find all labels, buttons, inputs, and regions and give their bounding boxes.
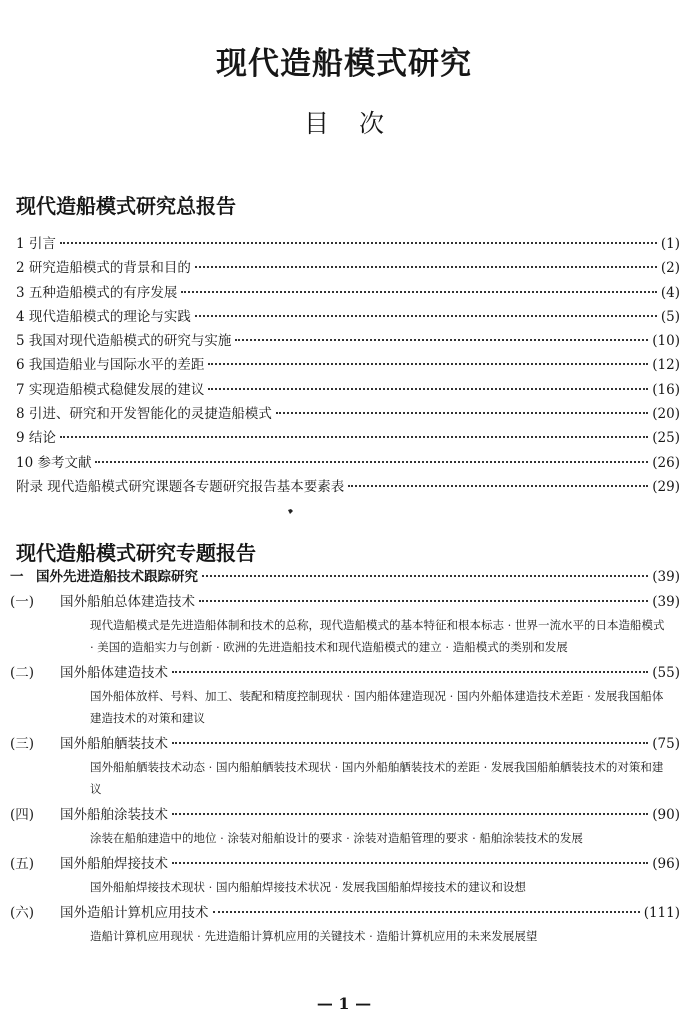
toc-entry-page: (20)	[652, 406, 680, 423]
dot-leader	[348, 485, 648, 487]
toc-entry[interactable]	[16, 305, 680, 329]
report-item-description: 造船计算机应用现状 · 先进造船计算机应用的关键技术 · 造船计算机应用的未来发展展望	[90, 929, 538, 943]
report-item-number: (六)	[10, 905, 35, 921]
toc-entry-label: 8 引进、研究和开发智能化的灵捷造船模式	[16, 406, 272, 423]
toc-entry[interactable]	[16, 378, 680, 402]
dot-leader	[181, 291, 656, 293]
report-item-page: (55)	[652, 665, 680, 681]
toc-entry-page: (2)	[660, 260, 680, 277]
dot-leader	[172, 862, 648, 864]
contents-subtitle: 目次	[303, 109, 414, 138]
report-item-page: (96)	[652, 856, 680, 872]
special-reports-toc	[10, 565, 680, 947]
scan-mark	[287, 508, 295, 516]
part-number: 一	[10, 569, 24, 585]
report-item-description: 涂装在船舶建造中的地位 · 涂装对船舶设计的要求 · 涂装对造船管理的要求 · 船舶涂装技术的发展	[90, 831, 583, 845]
toc-entry-label: 10 参考文献	[16, 454, 92, 471]
report-item-page: (75)	[652, 736, 680, 752]
report-item-page: (111)	[643, 905, 680, 921]
report-item-title: 国外船舶总体建造技术	[60, 594, 195, 610]
general-report-toc	[16, 232, 680, 499]
toc-entry[interactable]	[16, 426, 680, 450]
toc-entry-label: 9 结论	[16, 430, 56, 447]
dot-leader	[172, 742, 648, 744]
part-page: (39)	[652, 569, 680, 585]
toc-entry-page: (4)	[660, 284, 680, 301]
toc-entry[interactable]	[16, 451, 680, 475]
dot-leader	[60, 436, 648, 438]
toc-entry-label: 2 研究造船模式的背景和目的	[16, 260, 191, 277]
dot-leader	[195, 315, 657, 317]
report-item-number: (三)	[10, 736, 35, 752]
report-item-description: 现代造船模式是先进造船体制和技术的总称，现代造船模式的基本特征和根本标志 · 世界一流水平的日本造船模式 · 美国的造船实力与创新 · 欧洲的先进造船技术和现代造船模式的建立 · 造船模式的类别和发展	[90, 618, 665, 654]
toc-entry-page: (25)	[652, 430, 680, 447]
toc-entry-page: (26)	[652, 454, 680, 471]
toc-entry-page: (10)	[652, 333, 680, 350]
dot-leader	[208, 363, 648, 365]
toc-entry-page: (12)	[652, 357, 680, 374]
toc-entry-page: (5)	[660, 308, 680, 325]
report-item-number: (一)	[10, 594, 35, 610]
toc-entry[interactable]	[16, 353, 680, 377]
report-item-page: (90)	[652, 807, 680, 823]
dot-leader	[172, 813, 648, 815]
toc-entry-label: 1 引言	[16, 236, 56, 252]
report-item-row[interactable]	[10, 661, 680, 683]
document-title: 现代造船模式研究	[216, 46, 472, 82]
report-item-row[interactable]	[10, 852, 680, 874]
part-row[interactable]	[10, 565, 680, 587]
dot-leader	[172, 671, 648, 673]
report-item-row[interactable]	[10, 732, 680, 754]
general-report-heading: 现代造船模式研究总报告	[16, 194, 236, 218]
toc-entry-label: 6 我国造船业与国际水平的差距	[16, 357, 205, 374]
toc-entry[interactable]	[16, 232, 680, 256]
special-reports-heading: 现代造船模式研究专题报告	[16, 541, 256, 565]
dot-leader	[235, 339, 648, 341]
report-item	[10, 661, 680, 729]
toc-entry-label: 附录 现代造船模式研究课题各专题研究报告基本要素表	[16, 478, 345, 495]
page-number: — 1 —	[316, 994, 372, 1013]
report-item	[10, 732, 680, 800]
report-item	[10, 901, 680, 947]
toc-entry-label: 5 我国对现代造船模式的研究与实施	[16, 333, 232, 350]
toc-entry[interactable]	[16, 402, 680, 426]
report-item	[10, 852, 680, 898]
dot-leader	[213, 911, 640, 913]
dot-leader	[202, 575, 648, 577]
report-item-description: 国外船舶焊接技术现状 · 国内船舶焊接技术状况 · 发展我国船舶焊接技术的建议和设想	[90, 880, 526, 894]
report-item-row[interactable]	[10, 901, 680, 923]
report-item	[10, 803, 680, 849]
report-item-title: 国外船舶涂装技术	[60, 807, 168, 823]
toc-entry[interactable]	[16, 329, 680, 353]
report-item-number: (五)	[10, 856, 35, 872]
report-item-row[interactable]	[10, 803, 680, 825]
dot-leader	[199, 600, 648, 602]
toc-entry-label: 3 五种造船模式的有序发展	[16, 284, 178, 301]
dot-leader	[208, 388, 648, 390]
report-item-description: 国外船舶舾装技术动态 · 国内船舶舾装技术现状 · 国内外船舶舾装技术的差距 · 发展我国船舶舾装技术的对策和建议	[90, 760, 664, 796]
toc-entry[interactable]	[16, 256, 680, 280]
dot-leader	[276, 412, 648, 414]
report-item-number: (四)	[10, 807, 35, 823]
report-item-title: 国外船舶焊接技术	[60, 856, 168, 872]
report-item-title: 国外船舶舾装技术	[60, 736, 168, 752]
report-item-number: (二)	[10, 665, 35, 681]
toc-entry-label: 4 现代造船模式的理论与实践	[16, 308, 191, 325]
report-item-row[interactable]	[10, 590, 680, 612]
toc-entry-page: (16)	[652, 381, 680, 398]
toc-entry[interactable]	[16, 475, 680, 499]
toc-entry[interactable]	[16, 281, 680, 305]
toc-entry-label: 7 实现造船模式稳健发展的建议	[16, 381, 205, 398]
report-item-title: 国外造船计算机应用技术	[60, 905, 209, 921]
toc-entry-page: (1)	[660, 236, 680, 252]
dot-leader	[60, 242, 657, 244]
report-item-title: 国外船体建造技术	[60, 665, 168, 681]
dot-leader	[195, 266, 657, 268]
report-item-description: 国外船体放样、号料、加工、装配和精度控制现状 · 国内船体建造现况 · 国内外船体建造技术差距 · 发展我国船体建造技术的对策和建议	[90, 689, 664, 725]
toc-entry-page: (29)	[652, 478, 680, 495]
report-item	[10, 590, 680, 658]
part-label: 国外先进造船技术跟踪研究	[36, 569, 198, 585]
report-item-page: (39)	[652, 594, 680, 610]
dot-leader	[95, 461, 648, 463]
